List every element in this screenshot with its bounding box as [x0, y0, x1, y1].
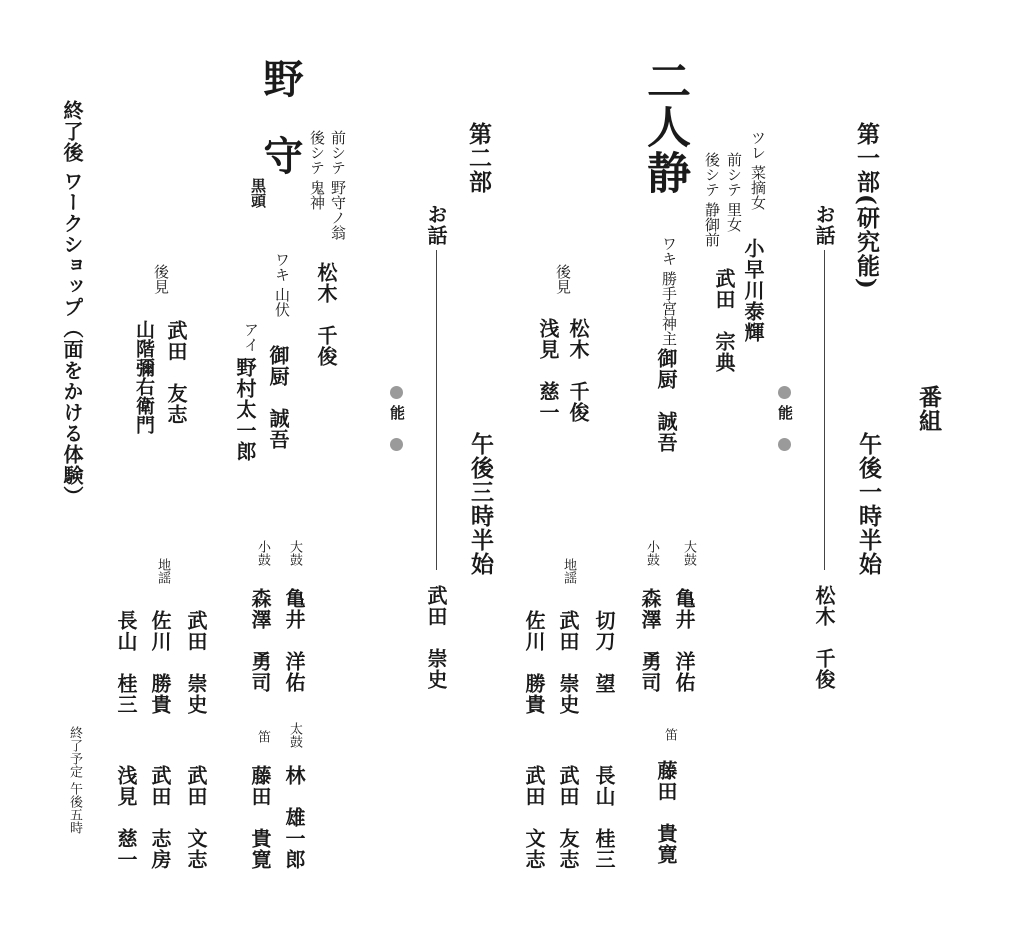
part1-chorus-5: 佐川 勝貴	[522, 610, 546, 715]
part2-kogaki: 黒頭	[249, 178, 267, 208]
part1-noh-label: 能	[776, 405, 794, 420]
part2-name-otsuzumi: 亀井 洋佑	[282, 588, 306, 693]
part2-heading: 第二部	[465, 122, 492, 194]
part2-noh-dot-top	[390, 386, 403, 399]
part2-name-taiko: 林 雄一郎	[282, 765, 306, 870]
part2-role-koken: 後見	[152, 264, 170, 294]
part2-noh-label: 能	[388, 405, 406, 420]
part2-role-nochishite: 後シテ 鬼神	[308, 130, 326, 210]
workshop-end-time: 終了予定 午後五時	[67, 726, 82, 835]
part1-role-maeshite: 前シテ 里女	[725, 152, 743, 232]
part2-name-maeshite: 松木 千俊	[314, 262, 338, 367]
part1-instrument-fue: 笛	[662, 728, 677, 741]
part1-name-koken-1: 松木 千俊	[566, 318, 590, 423]
part2-talk-speaker: 武田 崇史	[424, 585, 448, 690]
part2-chorus-1: 武田 崇史	[184, 610, 208, 715]
part1-name-kotsuzumi: 森澤 勇司	[638, 588, 662, 693]
part1-name-fue: 藤田 貴寛	[654, 760, 678, 865]
part1-chorus-3: 武田 崇史	[556, 610, 580, 715]
part2-name-fue: 藤田 貴寛	[248, 765, 272, 870]
part1-noh-dot-top	[778, 386, 791, 399]
part1-role-koken: 後見	[554, 264, 572, 294]
part1-name-otsuzumi: 亀井 洋佑	[672, 588, 696, 693]
part1-noh-dot-bottom	[778, 438, 791, 451]
part2-chorus-4: 武田 志房	[148, 765, 172, 870]
part1-chorus-1: 切刀 望	[592, 610, 616, 694]
part1-talk-line	[824, 250, 825, 570]
part2-talk-line	[436, 250, 437, 570]
part2-talk-label: お話	[424, 204, 448, 246]
part1-chorus-2: 長山 桂三	[592, 765, 616, 870]
part2-name-ai: 野村太一郎	[233, 357, 257, 462]
part1-chorus-4: 武田 友志	[556, 765, 580, 870]
part2-chorus-2: 武田 文志	[184, 765, 208, 870]
part1-talk-speaker: 松木 千俊	[812, 585, 836, 690]
part2-instrument-kotsuzumi: 小鼓	[255, 540, 270, 566]
part2-chorus-6: 浅見 慈一	[114, 765, 138, 870]
part1-instrument-otsuzumi: 大鼓	[681, 540, 696, 566]
part1-name-koken-2: 浅見 慈一	[536, 318, 560, 423]
part2-chorus-3: 佐川 勝貴	[148, 610, 172, 715]
program-title: 番組	[915, 385, 942, 433]
part1-role-waki: ワキ 勝手宮神主	[660, 236, 678, 346]
part1-role-nochishite: 後シテ 静御前	[703, 152, 721, 247]
part1-start-time: 午後一時半始	[855, 432, 882, 576]
part2-instrument-fue: 笛	[255, 730, 270, 743]
part1-chorus-label: 地謡	[561, 558, 576, 584]
part2-role-ai: アイ	[242, 322, 260, 352]
part2-name-kotsuzumi: 森澤 勇司	[248, 588, 272, 693]
part1-instrument-kotsuzumi: 小鼓	[644, 540, 659, 566]
part2-instrument-taiko: 太鼓	[287, 722, 302, 748]
part2-chorus-label: 地謡	[155, 558, 170, 584]
part2-name-koken-2: 山階彌右衛門	[133, 320, 155, 434]
part2-role-maeshite: 前シテ 野守ノ翁	[329, 130, 347, 240]
part1-name-maeshite: 武田 宗典	[712, 268, 736, 373]
part1-role-tsure: ツレ 菜摘女	[749, 130, 767, 210]
workshop-title: 終了後 ワークショップ（面をかける体験）	[60, 100, 84, 507]
part1-heading: 第一部(研究能)	[853, 122, 880, 290]
part2-role-waki: ワキ 山伏	[273, 252, 291, 317]
part2-noh-dot-bottom	[390, 438, 403, 451]
part1-chorus-6: 武田 文志	[522, 765, 546, 870]
part2-start-time: 午後三時半始	[467, 432, 494, 576]
part2-instrument-otsuzumi: 大鼓	[287, 540, 302, 566]
part2-name-waki: 御厨 誠吾	[266, 345, 290, 450]
part1-name-waki: 御厨 誠吾	[654, 348, 678, 453]
part1-name-tsure: 小早川泰輝	[741, 238, 765, 343]
part2-chorus-5: 長山 桂三	[114, 610, 138, 715]
part2-play-title-2: 守	[257, 135, 304, 177]
part1-play-title: 二人静	[639, 58, 690, 196]
part1-talk-label: お話	[812, 204, 836, 246]
part2-name-koken-1: 武田 友志	[164, 320, 188, 425]
part2-play-title-1: 野	[257, 58, 304, 100]
